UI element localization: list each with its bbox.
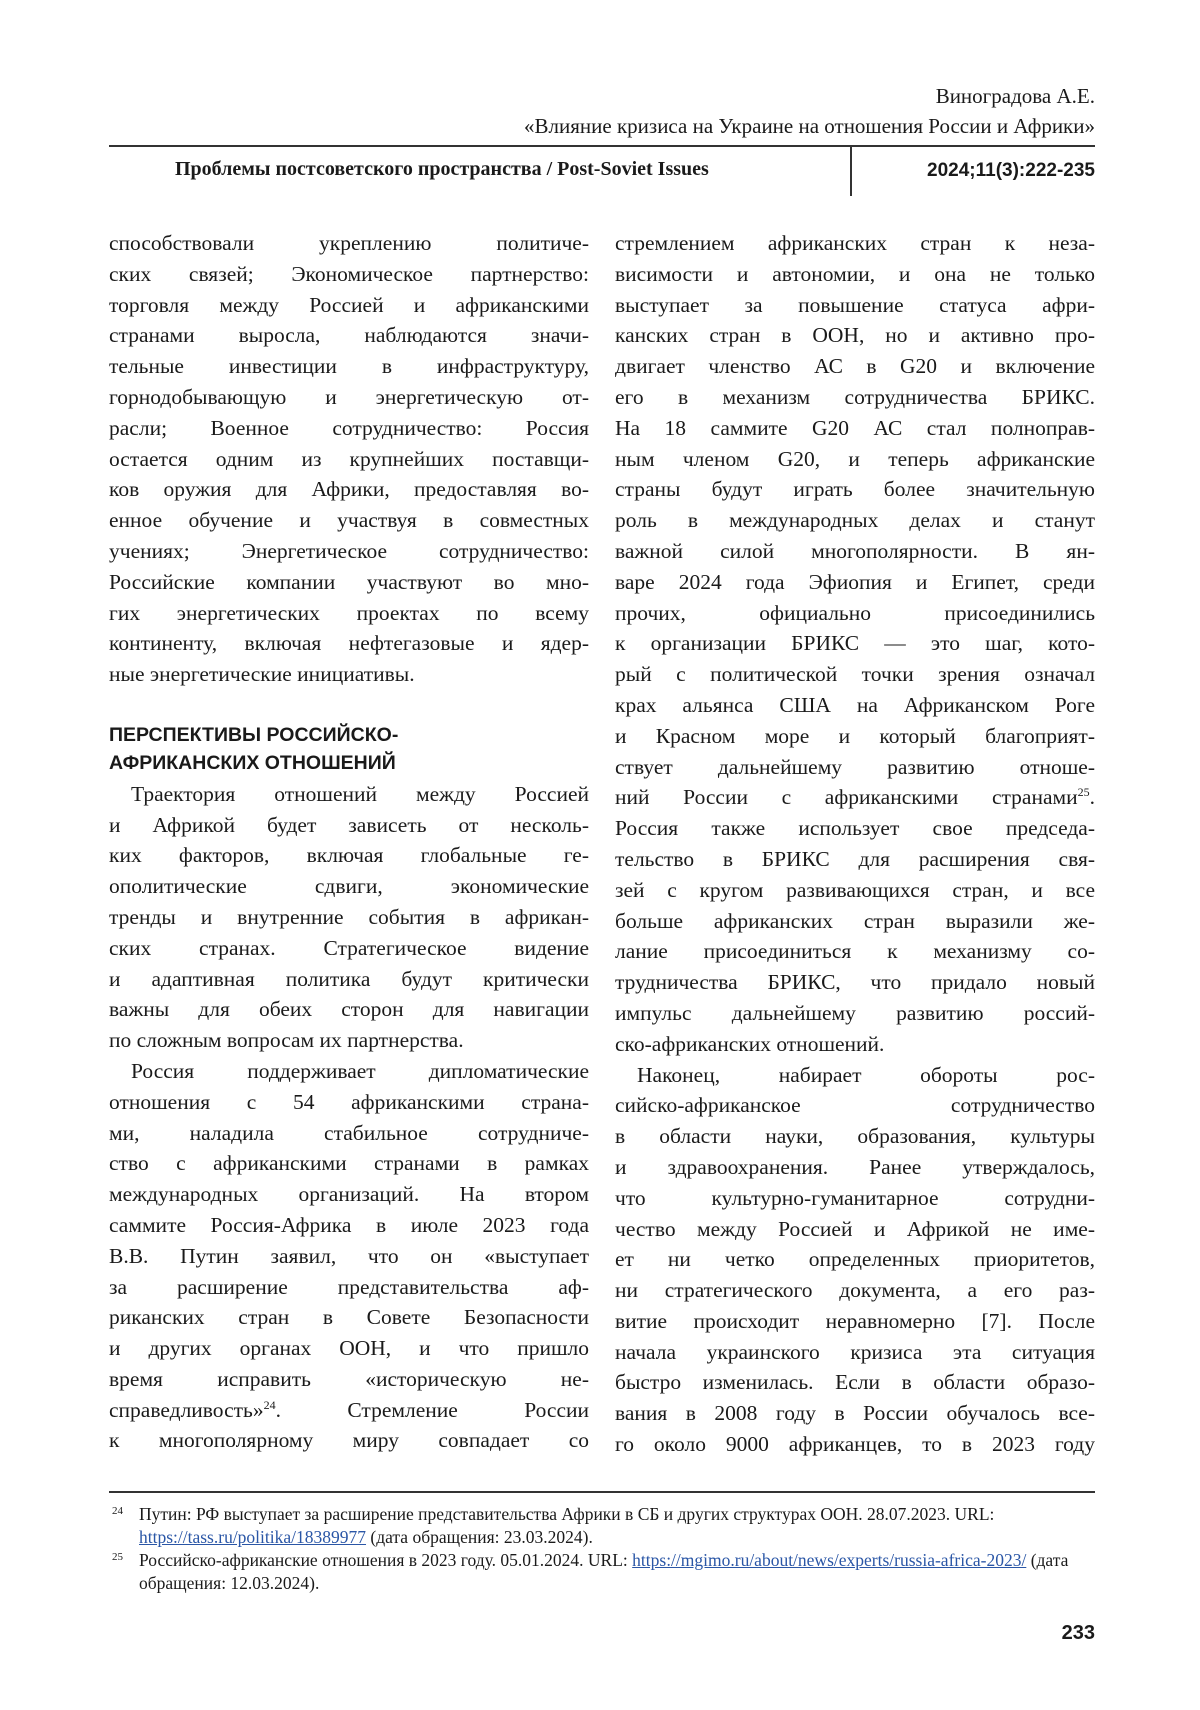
- text-line: учениях; Энергетическое сотрудничество:: [109, 536, 589, 567]
- text-line: быстро изменилась. Если в области образо-: [615, 1367, 1095, 1398]
- text-line: расли; Военное сотрудничество: Россия: [109, 413, 589, 444]
- footnote-access-date: (дата обращения: 23.03.2024).: [366, 1527, 593, 1547]
- text-line: двигает членство АС в G20 и включение: [615, 351, 1095, 382]
- text-line: способствовали укреплению политиче-: [109, 228, 589, 259]
- text-line: континенту, включая нефтегазовые и ядер-: [109, 628, 589, 659]
- text-line: ополитические сдвиги, экономические: [109, 871, 589, 902]
- text-line: гих энергетических проектах по всему: [109, 598, 589, 629]
- heading-line: ПЕРСПЕКТИВЫ РОССИЙСКО-: [109, 721, 589, 749]
- heading-line: АФРИКАНСКИХ ОТНОШЕНИЙ: [109, 749, 589, 777]
- text-line: ет ни четко определенных приоритетов,: [615, 1244, 1095, 1275]
- footnote: [109, 1503, 1095, 1549]
- page-number: 233: [1062, 1622, 1095, 1645]
- text-line: и других органах ООН, и что пришло: [109, 1333, 589, 1364]
- right-column: [615, 228, 1095, 1460]
- footnote-number: 25: [112, 1546, 123, 1569]
- text-segment: ний России с африканскими странами: [615, 785, 1078, 809]
- text-line: варе 2024 года Эфиопия и Египет, среди: [615, 567, 1095, 598]
- section-heading: [109, 721, 589, 777]
- paragraph: [109, 1056, 589, 1456]
- text-line: На 18 саммите G20 АС стал полноправ-: [615, 413, 1095, 444]
- text-line: ные энергетические инициативы.: [109, 659, 589, 690]
- text-line: больше африканских стран выразили же-: [615, 906, 1095, 937]
- footnote-divider: [109, 1491, 1095, 1493]
- text-line: прочих, официально присоединились: [615, 598, 1095, 629]
- text-line: его в механизм сотрудничества БРИКС.: [615, 382, 1095, 413]
- text-line: зей с кругом развивающихся стран, и все: [615, 875, 1095, 906]
- text-line: остается одним из крупнейших поставщи-: [109, 444, 589, 475]
- header-article-title: «Влияние кризиса на Украине на отношения России и Африки»: [524, 114, 1095, 139]
- text-line: и Африкой будет зависеть от несколь-: [109, 810, 589, 841]
- text-line: важной силой многополярности. В ян-: [615, 536, 1095, 567]
- text-line: рый с политической точки зрения означал: [615, 659, 1095, 690]
- text-line: вания в 2008 году в России обучалось все-: [615, 1398, 1095, 1429]
- text-line: международных организаций. На втором: [109, 1179, 589, 1210]
- text-line: ни стратегического документа, а его раз-: [615, 1275, 1095, 1306]
- text-line: сийско-африканское сотрудничество: [615, 1090, 1095, 1121]
- text-line: и здравоохранения. Ранее утверждалось,: [615, 1152, 1095, 1183]
- text-line: чество между Россией и Африкой не име-: [615, 1214, 1095, 1245]
- text-line: канских стран в ООН, но и активно про-: [615, 320, 1095, 351]
- text-line: ми, наладила стабильное сотрудниче-: [109, 1118, 589, 1149]
- text-line: горнодобывающую и энергетическую от-: [109, 382, 589, 413]
- text-line: тренды и внутренние события в африкан-: [109, 902, 589, 933]
- text-line: риканских стран в Совете Безопасности: [109, 1302, 589, 1333]
- footnote-number: 24: [112, 1500, 123, 1523]
- text-line: тельство в БРИКС для расширения свя-: [615, 844, 1095, 875]
- text-line: витие происходит неравномерно [7]. После: [615, 1306, 1095, 1337]
- text-line: енное обучение и участвуя в совместных: [109, 505, 589, 536]
- text-line: ких факторов, включая глобальные ге-: [109, 840, 589, 871]
- header-journal: Проблемы постсоветского пространства / Post-Soviet Issues: [175, 158, 709, 181]
- paragraph: [109, 228, 589, 690]
- text-line: стремлением африканских стран к неза-: [615, 228, 1095, 259]
- text-line: В.В. Путин заявил, что он «выступает: [109, 1241, 589, 1272]
- text-segment: . Стремление России: [276, 1398, 589, 1422]
- footnote-reference[interactable]: 25: [1078, 785, 1090, 799]
- text-segment: справедливость»: [109, 1398, 264, 1422]
- footnote-link[interactable]: https://tass.ru/politika/18389977: [139, 1527, 366, 1547]
- text-line: лание присоединиться к механизму со-: [615, 936, 1095, 967]
- text-line: отношения с 54 африканскими страна-: [109, 1087, 589, 1118]
- text-line: ско-африканских отношений.: [615, 1029, 1095, 1060]
- paragraph: [615, 1060, 1095, 1460]
- text-line: тельные инвестиции в инфраструктуру,: [109, 351, 589, 382]
- text-line: к организации БРИКС — это шаг, кото-: [615, 628, 1095, 659]
- text-line: [109, 1395, 589, 1426]
- text-segment: .: [1090, 785, 1095, 809]
- header-issue: 2024;11(3):222-235: [927, 160, 1095, 182]
- header-vertical-divider: [850, 147, 852, 196]
- footnote-text: Российско-африканские отношения в 2023 году. 05.01.2024. URL:: [139, 1550, 632, 1570]
- text-line: за расширение представительства аф-: [109, 1272, 589, 1303]
- text-line: [615, 782, 1095, 813]
- footnotes: [109, 1503, 1095, 1595]
- text-line: что культурно-гуманитарное сотрудни-: [615, 1183, 1095, 1214]
- text-line: импульс дальнейшему развитию россий-: [615, 998, 1095, 1029]
- paragraph: [615, 228, 1095, 1060]
- text-line: страны будут играть более значительную: [615, 474, 1095, 505]
- left-column: [109, 228, 589, 1456]
- footnote-link[interactable]: https://mgimo.ru/about/news/experts/russia-africa-2023/: [632, 1550, 1026, 1570]
- text-line: странами выросла, наблюдаются значи-: [109, 320, 589, 351]
- text-line: ным членом G20, и теперь африканские: [615, 444, 1095, 475]
- paragraph: [109, 779, 589, 1056]
- text-line: висимости и автономии, и она не только: [615, 259, 1095, 290]
- footnote-access-date: (дата обращения: 12.03.2024).: [139, 1550, 1068, 1593]
- text-line: го около 9000 африканцев, то в 2023 году: [615, 1429, 1095, 1460]
- text-line: трудничества БРИКС, что придало новый: [615, 967, 1095, 998]
- footnote: [109, 1549, 1095, 1595]
- text-line: торговля между Россией и африканскими: [109, 290, 589, 321]
- text-line: ских связей; Экономическое партнерство:: [109, 259, 589, 290]
- text-line: по сложным вопросам их партнерства.: [109, 1025, 589, 1056]
- text-line: роль в международных делах и станут: [615, 505, 1095, 536]
- text-line: к многополярному миру совпадает со: [109, 1425, 589, 1456]
- text-line: начала украинского кризиса эта ситуация: [615, 1337, 1095, 1368]
- text-line: Траектория отношений между Россией: [109, 779, 589, 810]
- text-line: важны для обеих сторон для навигации: [109, 994, 589, 1025]
- text-line: ствует дальнейшему развитию отноше-: [615, 752, 1095, 783]
- text-line: ских странах. Стратегическое видение: [109, 933, 589, 964]
- text-line: крах альянса США на Африканском Роге: [615, 690, 1095, 721]
- header-divider: [109, 145, 1095, 147]
- footnote-text: Путин: РФ выступает за расширение представительства Африки в СБ и других структурах ООН. 28.07.2023. URL:: [139, 1504, 994, 1524]
- header-author: Виноградова А.Е.: [936, 84, 1095, 109]
- text-line: ков оружия для Африки, предоставляя во-: [109, 474, 589, 505]
- text-line: время исправить «историческую не-: [109, 1364, 589, 1395]
- text-line: и адаптивная политика будут критически: [109, 964, 589, 995]
- text-line: в области науки, образования, культуры: [615, 1121, 1095, 1152]
- text-line: Россия также использует свое председа-: [615, 813, 1095, 844]
- text-line: Россия поддерживает дипломатические: [109, 1056, 589, 1087]
- text-line: Российские компании участвуют во мно-: [109, 567, 589, 598]
- text-line: Наконец, набирает обороты рос-: [615, 1060, 1095, 1091]
- text-line: ство с африканскими странами в рамках: [109, 1148, 589, 1179]
- text-line: и Красном море и который благоприят-: [615, 721, 1095, 752]
- text-line: выступает за повышение статуса афри-: [615, 290, 1095, 321]
- text-line: саммите Россия-Африка в июле 2023 года: [109, 1210, 589, 1241]
- footnote-reference[interactable]: 24: [264, 1398, 276, 1412]
